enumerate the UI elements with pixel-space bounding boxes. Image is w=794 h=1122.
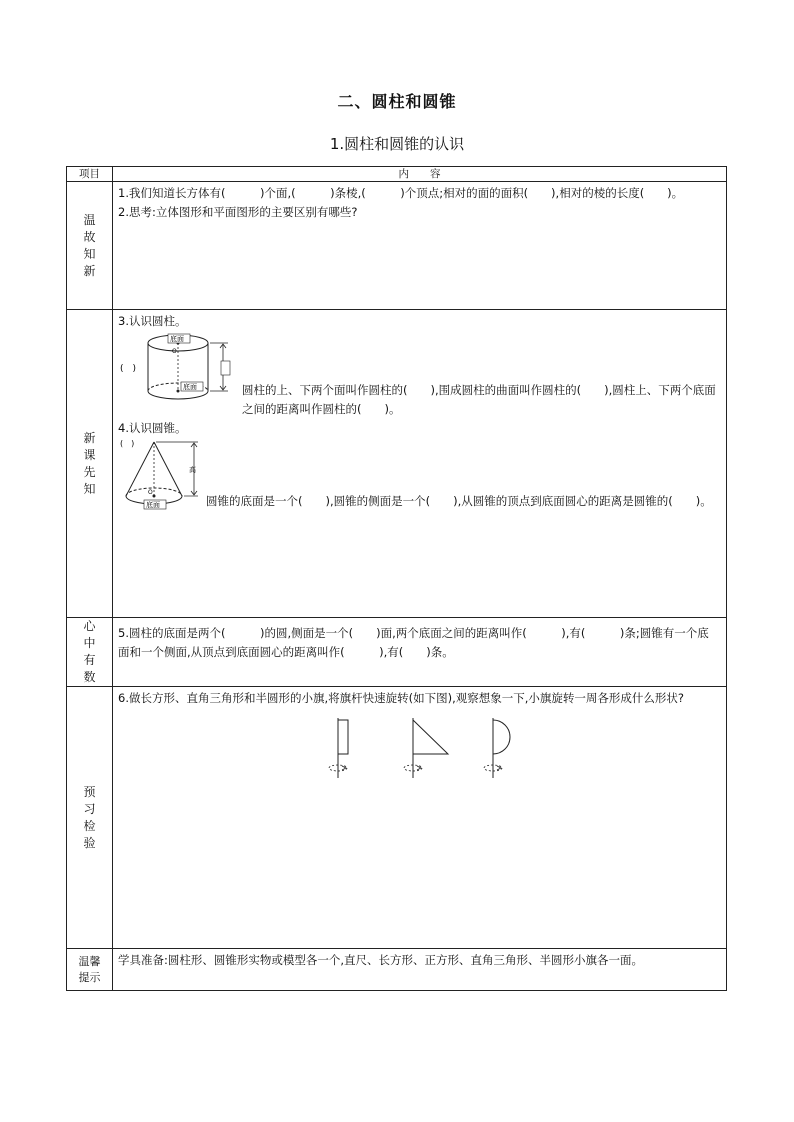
rectangle-flag-icon: [329, 718, 348, 778]
cylinder-label-bottom: 底面: [183, 383, 197, 391]
cylinder-label-left: ( ): [120, 364, 137, 374]
row-review: [67, 182, 727, 310]
cone-center-label: O: [148, 489, 153, 496]
question-2: 2.思考:立体图形和平面图形的主要区别有哪些?: [118, 205, 358, 219]
worksheet-table: [66, 166, 727, 991]
cone-section: [118, 438, 720, 514]
cylinder-center-label: O: [172, 348, 177, 355]
question-4-text: 圆锥的底面是一个( ),圆锥的侧面是一个( ),从圆锥的顶点到底面圆心的距离是圆锥的( )。: [206, 494, 712, 508]
row-content-review: [113, 182, 727, 310]
cone-diagram: [118, 438, 202, 514]
question-6: 6.做长方形、直角三角形和半圆形的小旗,将旗杆快速旋转(如下图),观察想象一下,小旗旋转一周各形成什么形状?: [118, 691, 685, 705]
header-item: 项目: [67, 167, 113, 182]
question-1: 1.我们知道长方体有( )个面,( )条棱,( )个顶点;相对的面的面积( ),相对的棱的长度( )。: [118, 186, 684, 200]
cone-label-height: 高: [189, 466, 196, 474]
question-5: 5.圆柱的底面是两个( )的圆,侧面是一个( )面,两个底面之间的距离叫作( ),有( )条;圆锥有一个底面和一个侧面,从顶点到底面圆心的距离叫作( ),有( )条。: [118, 626, 709, 659]
triangle-flag-icon: [404, 718, 448, 778]
header-row: [67, 167, 727, 182]
cone-label-apex: ( ): [120, 439, 135, 448]
row-content-tips: [113, 949, 727, 991]
section-title: 1.圆柱和圆锥的认识: [329, 135, 465, 153]
row-label-tips: 温馨提示: [67, 949, 113, 991]
row-content-check: [113, 687, 727, 949]
cylinder-label-top: 底面: [170, 335, 184, 343]
row-summary: [67, 618, 727, 687]
row-content-preview: [113, 310, 727, 618]
header-content: 内 容: [113, 167, 727, 182]
row-label-review: 温故知新: [67, 182, 113, 310]
cylinder-section: [118, 331, 720, 419]
page-title: 二、圆柱和圆锥: [337, 92, 457, 111]
tips-text: 学具准备:圆柱形、圆锥形实物或模型各一个,直尺、长方形、正方形、直角三角形、半圆形小旗各一面。: [118, 953, 644, 967]
question-3-text: 圆柱的上、下两个面叫作圆柱的( ),围成圆柱的曲面叫作圆柱的( ),圆柱上、下两个底面之间的距离叫作圆柱的( )。: [242, 383, 716, 416]
question-4-title: 4.认识圆锥。: [118, 421, 187, 435]
semicircle-flag-icon: [484, 718, 510, 778]
row-preview: [67, 310, 727, 618]
row-content-summary: [113, 618, 727, 687]
question-3-title: 3.认识圆柱。: [118, 314, 187, 328]
row-label-check: 预习检验: [67, 687, 113, 949]
cone-label-base: 底面: [146, 501, 160, 509]
row-label-preview: 新课先知: [67, 310, 113, 618]
rotating-flags-figure: [318, 718, 538, 780]
cylinder-diagram: [118, 331, 236, 407]
row-check: [67, 687, 727, 949]
row-label-summary: 心中有数: [67, 618, 113, 687]
row-tips: [67, 949, 727, 991]
